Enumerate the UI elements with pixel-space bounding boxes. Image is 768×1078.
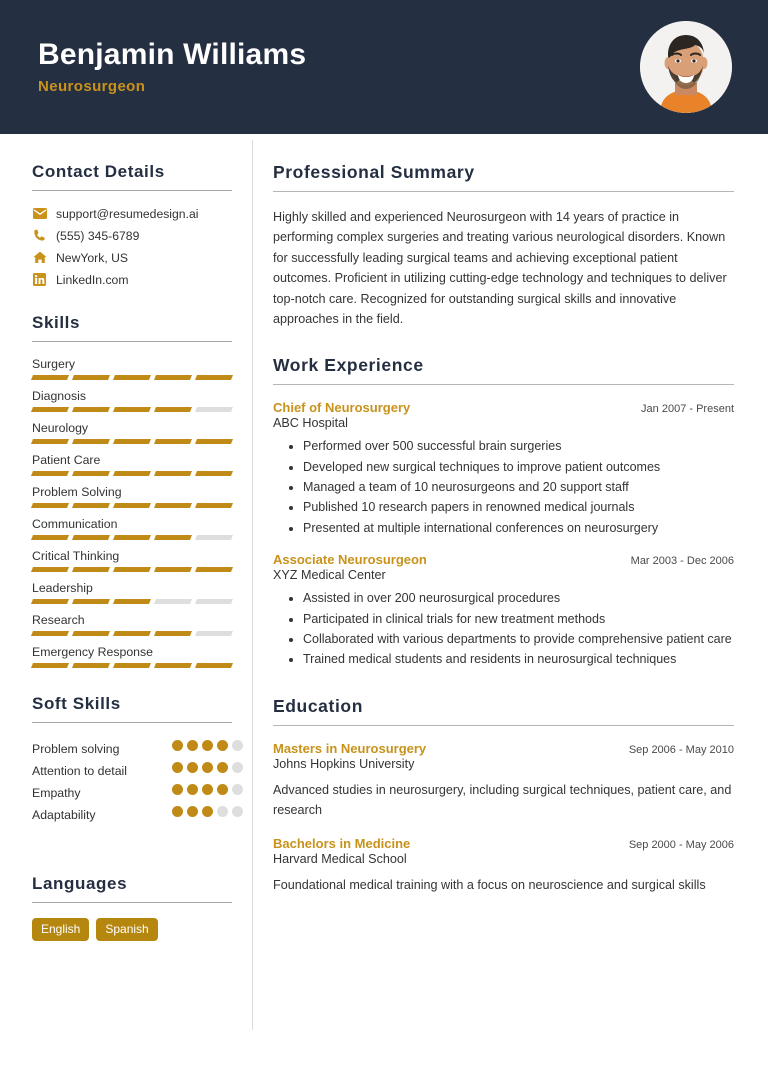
skill-bar-segment <box>31 567 69 572</box>
skill-level-bar <box>32 503 232 508</box>
experience-entry <box>273 552 734 670</box>
skill-bar-segment <box>31 503 69 508</box>
contact-rule <box>32 190 232 191</box>
contact-item-phone[interactable] <box>32 228 232 243</box>
education-degree: Bachelors in Medicine <box>273 836 411 851</box>
skill-label: Neurology <box>32 421 89 435</box>
skill-bar-segment <box>113 407 151 412</box>
contact-item-linkedin[interactable] <box>32 272 232 287</box>
skill-item <box>32 613 232 636</box>
skill-bar-segment <box>72 663 110 668</box>
education-heading: Education <box>273 695 363 716</box>
main-column <box>253 134 768 921</box>
skill-bar-segment <box>72 471 110 476</box>
section-languages <box>32 874 232 941</box>
soft-skill-dot <box>232 740 243 751</box>
skill-bar-segment <box>113 631 151 636</box>
education-description: Advanced studies in neurosurgery, including surgical techniques, patient care, and research <box>273 782 732 817</box>
skills-rule <box>32 341 232 342</box>
resume-header <box>0 0 768 134</box>
soft-skill-dot <box>232 762 243 773</box>
avatar-illustration <box>640 21 732 113</box>
skill-bar-segment <box>154 535 192 540</box>
skill-item <box>32 517 232 540</box>
soft-skill-dot <box>202 762 213 773</box>
skill-bar-segment <box>31 599 69 604</box>
soft-skill-dot <box>172 740 183 751</box>
skill-bar-segment <box>154 375 192 380</box>
section-professional-summary <box>273 162 734 329</box>
summary-heading: Professional Summary <box>273 162 475 182</box>
soft-skill-label: Empathy <box>32 786 81 800</box>
linkedin-icon <box>32 272 47 287</box>
skill-level-bar <box>32 599 232 604</box>
contact-phone-value: (555) 345-6789 <box>56 228 140 243</box>
soft-skill-dot <box>217 762 228 773</box>
skill-bar-segment <box>113 471 151 476</box>
skill-bar-segment <box>72 375 110 380</box>
contact-item-location[interactable] <box>32 250 232 265</box>
language-chip[interactable]: Spanish <box>96 918 157 941</box>
skill-level-bar <box>32 631 232 636</box>
soft-skill-dot <box>202 784 213 795</box>
contact-location-value: NewYork, US <box>56 250 129 265</box>
soft-skill-dot <box>187 784 198 795</box>
languages-heading: Languages <box>32 874 128 893</box>
skill-label: Emergency Response <box>32 645 153 659</box>
skill-bar-segment <box>113 535 151 540</box>
education-rule <box>273 725 734 726</box>
experience-date: Jan 2007 - Present <box>641 403 734 416</box>
skill-bar-segment <box>154 567 192 572</box>
experience-bullet-list <box>291 437 734 538</box>
skill-bar-segment <box>154 471 192 476</box>
experience-bullet: • Managed a team of 10 neurosurgeons and 20 support staff <box>303 478 734 497</box>
experience-bullet: • Published 10 research papers in renowned medical journals <box>303 498 734 517</box>
contact-item-email[interactable] <box>32 206 232 221</box>
skill-bar-segment <box>195 567 233 572</box>
skill-bar-segment <box>31 375 69 380</box>
soft-skill-label: Adaptability <box>32 808 96 822</box>
soft-skill-dot <box>202 806 213 817</box>
soft-skill-dot <box>187 762 198 773</box>
experience-bullet: • Developed new surgical techniques to improve patient outcomes <box>303 458 734 477</box>
skill-item <box>32 453 232 476</box>
experience-rule <box>273 384 734 385</box>
section-contact-details <box>32 162 232 287</box>
skill-bar-segment <box>31 663 69 668</box>
skill-bar-segment <box>154 631 192 636</box>
soft-skill-dot <box>172 784 183 795</box>
skill-bar-segment <box>154 663 192 668</box>
soft-skill-dot <box>232 806 243 817</box>
education-entry <box>273 836 734 895</box>
page-title: Benjamin Williams <box>38 38 307 72</box>
experience-bullet: • Presented at multiple international conferences on neurosurgery <box>303 519 734 538</box>
skill-label: Patient Care <box>32 453 101 467</box>
soft-skills-list <box>32 738 232 848</box>
education-institution: Harvard Medical School <box>273 852 407 866</box>
education-entry-header <box>273 836 734 851</box>
skill-item <box>32 645 232 668</box>
skill-bar-segment <box>113 663 151 668</box>
soft-skill-dot <box>232 784 243 795</box>
skill-bar-segment <box>154 439 192 444</box>
skill-bar-segment <box>113 567 151 572</box>
education-list <box>273 741 734 895</box>
skill-level-bar <box>32 375 232 380</box>
experience-bullet: • Collaborated with various departments to provide comprehensive patient care <box>303 630 734 649</box>
soft-skill-dot <box>217 740 228 751</box>
soft-skill-dot-row <box>172 784 243 806</box>
education-entry <box>273 741 734 820</box>
skill-bar-segment <box>113 439 151 444</box>
section-work-experience <box>273 355 734 669</box>
education-degree: Masters in Neurosurgery <box>273 740 427 756</box>
soft-skill-dot <box>202 740 213 751</box>
skill-level-bar <box>32 407 232 412</box>
summary-text: Highly skilled and experienced Neurosurgeon with 14 years of practice in performing complex surgeries and treating various neurological disorders. Known for successfully leading surgical teams and achieving exceptional patient outcomes. Proficient in utilizing cutting-edge technology and techniques to deliver top-notch care. Recognized for outstanding surgical skills and innovative approaches in the field. <box>273 210 727 326</box>
experience-list <box>273 400 734 669</box>
soft-skills-dot-grid <box>172 740 243 828</box>
skill-bar-segment <box>72 503 110 508</box>
soft-skill-dot <box>217 806 228 817</box>
experience-role: Chief of Neurosurgery <box>273 400 411 416</box>
skill-bar-segment <box>72 407 110 412</box>
skill-bar-segment <box>154 503 192 508</box>
skill-level-bar <box>32 567 232 572</box>
skill-bar-segment <box>195 471 233 476</box>
skill-label: Critical Thinking <box>32 549 120 563</box>
education-institution: Johns Hopkins University <box>273 756 415 771</box>
skill-bar-segment <box>195 439 233 444</box>
contact-list <box>32 206 232 287</box>
skill-bar-segment <box>113 599 151 604</box>
contact-linkedin-value: LinkedIn.com <box>56 272 129 287</box>
soft-skills-rule <box>32 722 232 723</box>
experience-entry <box>273 400 734 538</box>
experience-entry-header <box>273 552 734 567</box>
skill-item <box>32 389 232 412</box>
skill-bar-segment <box>154 599 192 604</box>
experience-entry-header <box>273 400 734 415</box>
skill-bar-segment <box>31 407 69 412</box>
soft-skill-label: Problem solving <box>32 742 120 756</box>
skills-list <box>32 357 232 668</box>
skill-bar-segment <box>195 375 233 380</box>
skill-bar-segment <box>72 567 110 572</box>
skills-heading: Skills <box>32 313 81 332</box>
education-date: Sep 2006 - May 2010 <box>628 743 734 756</box>
experience-role: Associate Neurosurgeon <box>273 552 427 568</box>
languages-rule <box>32 902 232 903</box>
education-entry-header <box>273 741 734 756</box>
skill-bar-segment <box>72 599 110 604</box>
skill-level-bar <box>32 663 232 668</box>
section-skills <box>32 313 232 668</box>
phone-icon <box>32 228 47 243</box>
skill-label: Problem Solving <box>32 485 122 499</box>
experience-organization: XYZ Medical Center <box>273 568 386 583</box>
soft-skill-dot <box>187 740 198 751</box>
skill-bar-segment <box>195 599 233 604</box>
skill-level-bar <box>32 471 232 476</box>
skill-item <box>32 549 232 572</box>
language-chip[interactable]: English <box>32 918 89 941</box>
summary-rule <box>273 191 734 192</box>
experience-bullet: • Assisted in over 200 neurosurgical procedures <box>303 589 734 608</box>
skill-level-bar <box>32 439 232 444</box>
contact-heading: Contact Details <box>32 162 165 181</box>
skill-bar-segment <box>113 375 151 380</box>
experience-date: Mar 2003 - Dec 2006 <box>630 555 734 568</box>
skill-bar-segment <box>72 535 110 540</box>
home-icon <box>32 250 47 265</box>
education-date: Sep 2000 - May 2006 <box>628 839 734 851</box>
soft-skill-dot <box>187 806 198 817</box>
skill-bar-segment <box>31 535 69 540</box>
soft-skill-dot <box>172 762 183 773</box>
skill-label: Research <box>32 613 85 627</box>
skill-bar-segment <box>31 631 69 636</box>
skill-bar-segment <box>195 503 233 508</box>
skill-label: Surgery <box>32 357 76 371</box>
experience-bullet-list <box>291 589 734 670</box>
contact-email-value: support@resumedesign.ai <box>56 206 199 221</box>
soft-skill-dot <box>217 784 228 795</box>
resume-body <box>0 134 768 1030</box>
section-education <box>273 696 734 895</box>
experience-bullet: • Performed over 500 successful brain surgeries <box>303 437 734 456</box>
soft-skill-dot <box>172 806 183 817</box>
languages-list <box>32 918 232 941</box>
soft-skill-dot-row <box>172 806 243 828</box>
section-soft-skills <box>32 694 232 848</box>
experience-bullet: • Trained medical students and residents in neurosurgical techniques <box>303 650 734 669</box>
skill-bar-segment <box>195 631 233 636</box>
experience-bullet: • Participated in clinical trials for new treatment methods <box>303 610 734 629</box>
sidebar <box>0 134 252 967</box>
education-description: Foundational medical training with a focus on neuroscience and surgical skills <box>273 878 706 892</box>
skill-bar-segment <box>154 407 192 412</box>
job-title: Neurosurgeon <box>38 77 146 95</box>
skill-bar-segment <box>195 535 233 540</box>
skill-bar-segment <box>72 439 110 444</box>
envelope-icon <box>32 206 47 221</box>
soft-skill-dot-row <box>172 762 243 784</box>
skill-label: Diagnosis <box>32 389 86 403</box>
avatar <box>640 21 732 113</box>
soft-skills-heading: Soft Skills <box>32 694 121 713</box>
skill-item <box>32 357 232 380</box>
skill-item <box>32 485 232 508</box>
experience-organization: ABC Hospital <box>273 416 348 431</box>
skill-level-bar <box>32 535 232 540</box>
skill-bar-segment <box>195 663 233 668</box>
experience-heading: Work Experience <box>273 355 424 376</box>
skill-bar-segment <box>31 439 69 444</box>
skill-label: Leadership <box>32 581 93 595</box>
skill-bar-segment <box>72 631 110 636</box>
soft-skill-label: Attention to detail <box>32 764 128 778</box>
soft-skill-dot-row <box>172 740 243 762</box>
skill-item <box>32 421 232 444</box>
skill-bar-segment <box>31 471 69 476</box>
skill-bar-segment <box>113 503 151 508</box>
skill-bar-segment <box>195 407 233 412</box>
header-text-block <box>38 39 306 95</box>
skill-label: Communication <box>32 517 118 531</box>
skill-item <box>32 581 232 604</box>
